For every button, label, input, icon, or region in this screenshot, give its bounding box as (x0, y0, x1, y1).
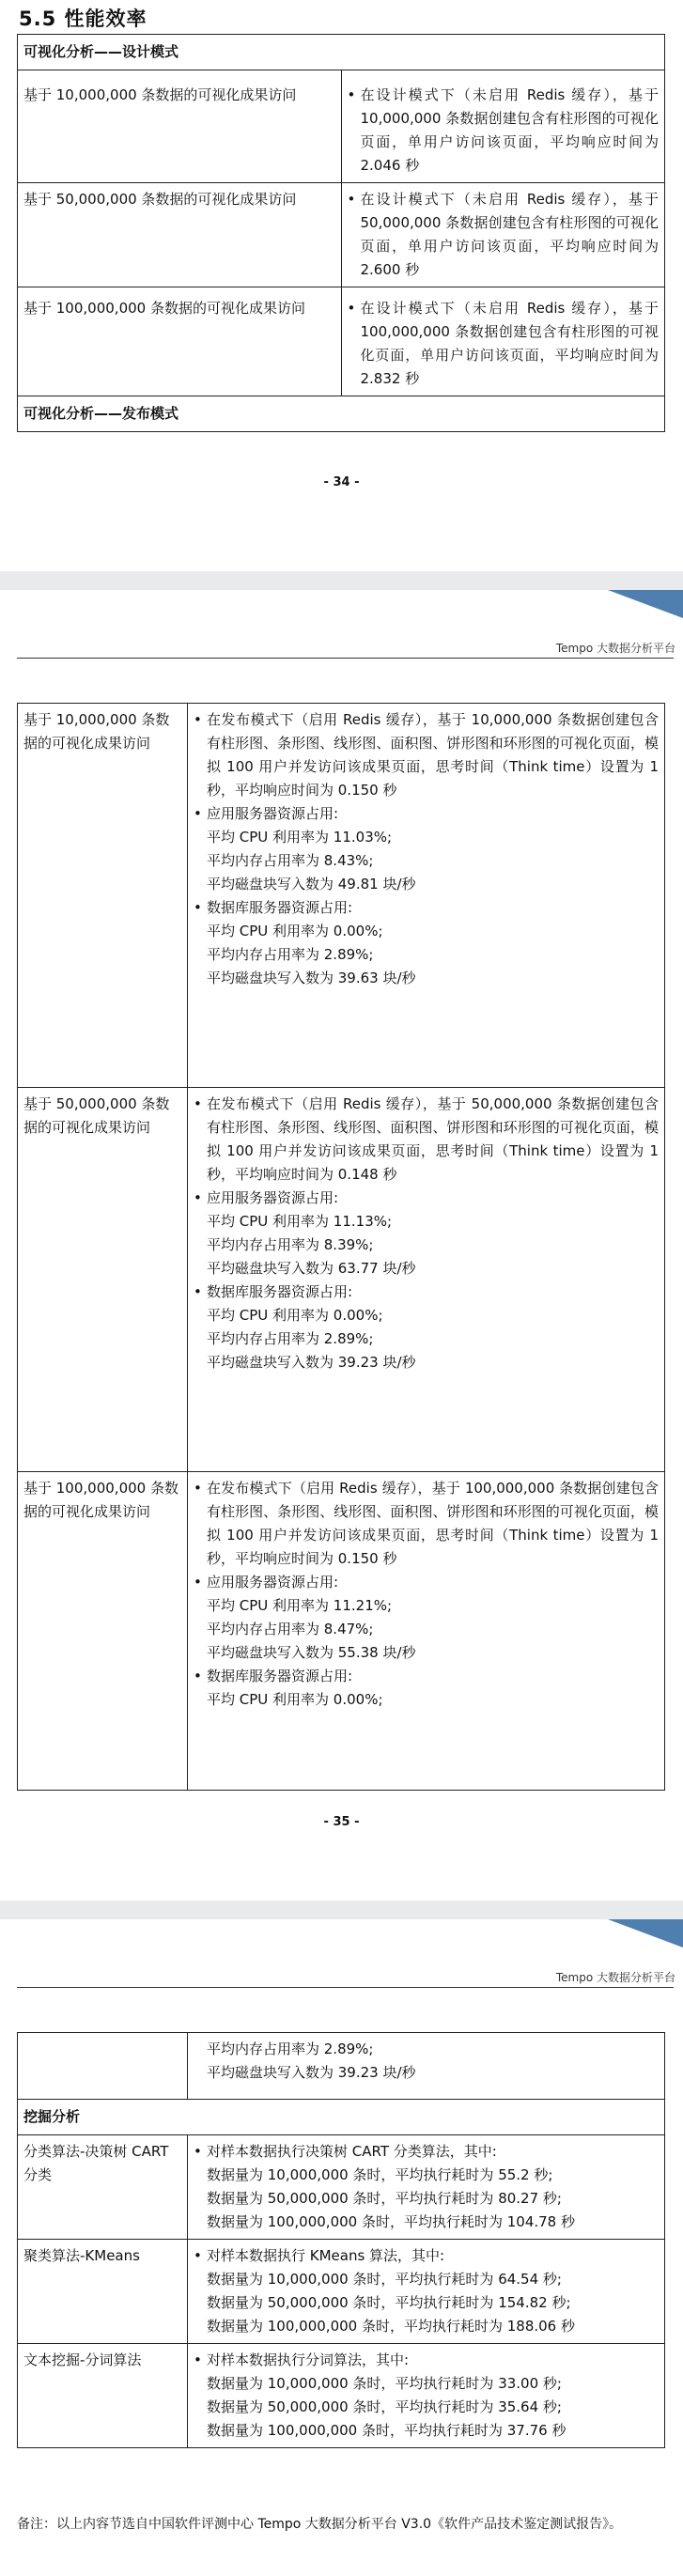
bullet-icon: • (194, 1574, 202, 1591)
table-row (18, 2033, 665, 2100)
metric-line: 数据量为 10,000,000 条时，平均执行耗时为 55.2 秒; (207, 2166, 553, 2183)
page-header: Tempo 大数据分析平台 (555, 642, 675, 655)
performance-table-publish (17, 703, 665, 1791)
section-row-publish: 可视化分析——发布模式 (18, 396, 665, 432)
row-label: 基于 50,000,000 条数据的可视化成果访问 (18, 1088, 188, 1472)
metric-line: 数据量为 100,000,000 条时，平均执行耗时为 188.06 秒 (207, 2318, 575, 2335)
corner-decoration (608, 590, 683, 618)
header-rule (17, 1987, 674, 1988)
metric-line: 平均磁盘块写入数为 39.63 块/秒 (207, 970, 416, 986)
app-server-title: 应用服务器资源占用: (207, 1574, 339, 1591)
table-row (18, 2240, 665, 2344)
row-text: 在发布模式下（启用 Redis 缓存），基于 100,000,000 条数据创建包含有柱形图、条形图、线形图、面积图、饼形图和环形图的可视化页面，模拟 100 用户并发访问该成果页面，思考时间（Think time）设置为 1 秒，平均响应时间为 0.150 秒 (207, 1480, 659, 1567)
bullet-icon: • (194, 2143, 202, 2160)
section-row-design: 可视化分析——设计模式 (18, 35, 665, 70)
bullet-icon: • (194, 2351, 202, 2368)
row-label: 基于 100,000,000 条数据的可视化成果访问 (18, 1472, 188, 1791)
app-server-title: 应用服务器资源占用: (207, 805, 339, 822)
table-row (18, 287, 665, 396)
row-text: 在发布模式下（启用 Redis 缓存），基于 10,000,000 条数据创建包含有柱形图、条形图、线形图、面积图、饼形图和环形图的可视化页面，模拟 100 用户并发访问该成果页面，思考时间（Think time）设置为 1 秒，平均响应时间为 0.150 秒 (207, 711, 659, 799)
metric-line: 平均内存占用率为 8.43%; (207, 852, 374, 869)
page-35 (0, 590, 683, 1901)
row-label: 分类算法-决策树 CART 分类 (18, 2135, 188, 2240)
table-row (18, 2135, 665, 2240)
performance-table-mining (17, 2032, 665, 2448)
bullet-icon: • (194, 1668, 202, 1684)
metric-line: 平均磁盘块写入数为 49.81 块/秒 (207, 876, 416, 892)
page-34 (0, 0, 683, 571)
page-header: Tempo 大数据分析平台 (555, 1971, 675, 1984)
metric-line: 平均内存占用率为 8.39%; (207, 1236, 374, 1253)
table-row (18, 1472, 665, 1791)
bullet-icon: • (347, 300, 356, 317)
table-row (18, 70, 665, 183)
bullet-icon: • (194, 805, 202, 822)
page-gap (0, 571, 683, 590)
db-server-title: 数据库服务器资源占用: (207, 899, 353, 916)
metric-line: 平均磁盘块写入数为 55.38 块/秒 (207, 1644, 416, 1661)
row-text: 对样本数据执行分词算法，其中: (207, 2351, 410, 2368)
metric-line: 数据量为 100,000,000 条时，平均执行耗时为 37.76 秒 (207, 2422, 567, 2439)
section-row-mining: 挖掘分析 (18, 2100, 665, 2135)
corner-decoration (608, 1919, 683, 1948)
row-label: 基于 100,000,000 条数据的可视化成果访问 (18, 287, 342, 396)
metric-line: 平均内存占用率为 2.89%; (207, 1330, 374, 1347)
bullet-icon: • (194, 1095, 202, 1112)
metric-line: 平均内存占用率为 2.89%; (207, 946, 374, 963)
bullet-icon: • (194, 1480, 202, 1497)
row-text: 在发布模式下（启用 Redis 缓存），基于 50,000,000 条数据创建包含有柱形图、条形图、线形图、面积图、饼形图和环形图的可视化页面，模拟 100 用户并发访问该成果页面，思考时间（Think time）设置为 1 秒，平均响应时间为 0.148 秒 (207, 1095, 659, 1183)
metric-line: 平均 CPU 利用率为 0.00%; (207, 1691, 383, 1708)
app-server-title: 应用服务器资源占用: (207, 1189, 339, 1206)
metric-line: 平均 CPU 利用率为 0.00%; (207, 1307, 383, 1324)
metric-line: 平均磁盘块写入数为 63.77 块/秒 (207, 1260, 416, 1277)
row-text: 对样本数据执行 KMeans 算法，其中: (207, 2247, 445, 2264)
row-label-empty (18, 2033, 188, 2100)
metric-line: 平均 CPU 利用率为 11.21%; (207, 1597, 393, 1614)
table-row (18, 183, 665, 287)
row-text: 在设计模式下（未启用 Redis 缓存），基于 100,000,000 条数据创建包含有柱形图的可视化页面，单用户访问该页面，平均响应时间为 2.832 秒 (360, 300, 659, 387)
table-row (18, 2344, 665, 2448)
row-label: 基于 10,000,000 条数据的可视化成果访问 (18, 70, 342, 183)
bullet-icon: • (194, 1283, 202, 1300)
metric-line: 数据量为 100,000,000 条时，平均执行耗时为 104.78 秒 (207, 2213, 575, 2230)
metric-line: 数据量为 50,000,000 条时，平均执行耗时为 35.64 秒; (207, 2398, 562, 2415)
metric-line: 平均内存占用率为 8.47%; (207, 1621, 374, 1637)
row-label: 基于 50,000,000 条数据的可视化成果访问 (18, 183, 342, 287)
db-server-title: 数据库服务器资源占用: (207, 1668, 353, 1684)
db-server-title: 数据库服务器资源占用: (207, 1283, 353, 1300)
bullet-icon: • (347, 86, 356, 103)
row-text: 对样本数据执行决策树 CART 分类算法，其中: (207, 2143, 497, 2160)
page-number: - 35 - (323, 1815, 360, 1829)
bullet-icon: • (194, 711, 202, 728)
section-title: 5.5 性能效率 (19, 8, 147, 30)
metric-line: 平均磁盘块写入数为 39.23 块/秒 (207, 1354, 416, 1371)
row-text: 在设计模式下（未启用 Redis 缓存），基于 50,000,000 条数据创建包含有柱形图的可视化页面，单用户访问该页面，平均响应时间为 2.600 秒 (360, 191, 659, 278)
metric-line: 数据量为 10,000,000 条时，平均执行耗时为 33.00 秒; (207, 2375, 562, 2392)
header-rule (17, 658, 674, 659)
performance-table-design (17, 34, 665, 432)
bullet-icon: • (194, 1189, 202, 1206)
page-36 (0, 1919, 683, 2576)
bullet-icon: • (194, 2247, 202, 2264)
row-label: 文本挖掘-分词算法 (18, 2344, 188, 2448)
metric-line: 平均 CPU 利用率为 0.00%; (207, 923, 383, 939)
metric-line: 平均 CPU 利用率为 11.13%; (207, 1213, 393, 1230)
page-gap (0, 1901, 683, 1919)
metric-line: 数据量为 10,000,000 条时，平均执行耗时为 64.54 秒; (207, 2271, 562, 2288)
footnote: 备注：以上内容节选自中国软件评测中心 Tempo 大数据分析平台 V3.0《软件产品技术鉴定测试报告》。 (17, 2517, 623, 2532)
bullet-icon: • (194, 899, 202, 916)
metric-line: 数据量为 50,000,000 条时，平均执行耗时为 154.82 秒; (207, 2294, 571, 2311)
bullet-icon: • (347, 191, 356, 208)
metric-line: 平均内存占用率为 2.89%; (207, 2041, 374, 2057)
metric-line: 平均 CPU 利用率为 11.03%; (207, 829, 393, 846)
table-row (18, 704, 665, 1088)
row-label: 聚类算法-KMeans (18, 2240, 188, 2344)
metric-line: 平均磁盘块写入数为 39.23 块/秒 (207, 2064, 416, 2081)
row-text: 在设计模式下（未启用 Redis 缓存），基于 10,000,000 条数据创建包含有柱形图的可视化页面，单用户访问该页面，平均响应时间为 2.046 秒 (360, 86, 659, 174)
metric-line: 数据量为 50,000,000 条时，平均执行耗时为 80.27 秒; (207, 2190, 562, 2207)
page-number: - 34 - (323, 475, 360, 489)
row-label: 基于 10,000,000 条数据的可视化成果访问 (18, 704, 188, 1088)
table-row (18, 1088, 665, 1472)
